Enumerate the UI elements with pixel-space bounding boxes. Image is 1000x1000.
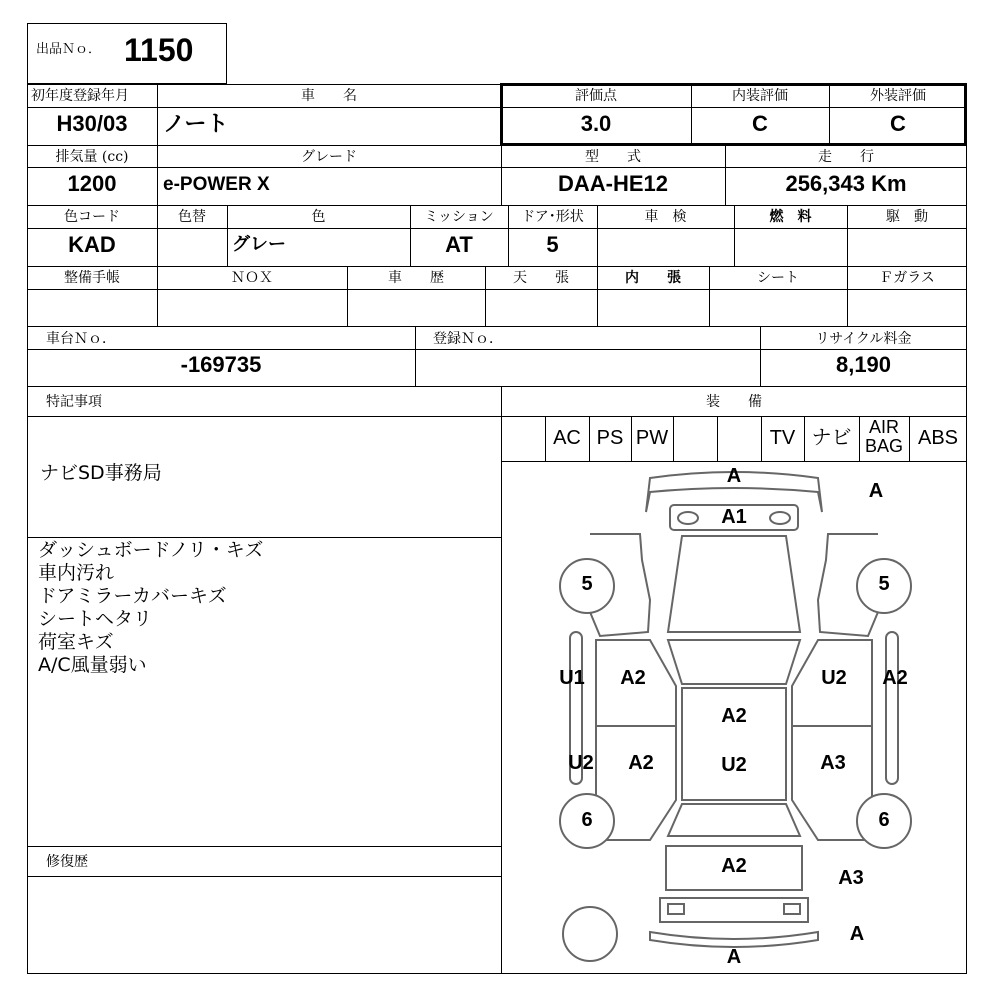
interior-grade-value: C [752, 111, 768, 136]
score-label: 評価点 [575, 88, 617, 104]
equipment-abs: ABS [917, 427, 959, 449]
spare-tire [562, 906, 618, 962]
vehicle-history-label: 車 歴 [388, 270, 444, 286]
cond-front-bumper: A1 [721, 506, 747, 528]
cond-tire-front-right: 5 [878, 573, 890, 595]
rule [27, 266, 967, 267]
color-code-label: 色コード [64, 209, 120, 225]
note-line: A/C風量弱い [38, 654, 147, 676]
car-name-label: 車 名 [301, 88, 357, 104]
equipment-airbag: AIR BAG [864, 417, 903, 456]
mileage-label: 走 行 [818, 149, 874, 165]
registration-number-label: 登録Ｎｏ． [433, 331, 503, 347]
interior-grade-label: 内装評価 [732, 88, 788, 104]
rule [27, 167, 967, 168]
cond-rear-right: A3 [838, 867, 864, 889]
mission-label: ミッション [424, 209, 494, 225]
interior-trim-label: 内 張 [625, 270, 681, 286]
mission-value: AT [445, 232, 473, 257]
mileage-value: 256,343 Km [785, 171, 907, 196]
front-glass-label: Ｆガラス [879, 270, 935, 286]
special-note-line: ナビSD事務局 [40, 462, 162, 484]
cond-tire-rear-left: 6 [581, 809, 593, 831]
notes-list [38, 539, 263, 677]
car-name-value: ノート [163, 111, 229, 136]
rule [27, 326, 967, 327]
cond-left-front-door: A2 [620, 667, 646, 689]
equipment-tv: TV [769, 427, 796, 449]
seat-label: シート [757, 270, 799, 286]
rule [27, 846, 502, 847]
cond-left-rear-pillar: U2 [568, 752, 594, 774]
rule [27, 205, 967, 206]
note-line: 車内汚れ [38, 562, 115, 584]
cond-rear-bumper-right: A [849, 923, 865, 945]
equipment-label: 装 備 [706, 394, 762, 410]
cond-right-front-pillar: U2 [821, 667, 847, 689]
chassis-number-label: 車台Ｎｏ． [46, 331, 116, 347]
inspection-label: 車 検 [644, 209, 687, 225]
cond-roof: A2 [721, 705, 747, 727]
lot-number-label: 出品Ｎｏ． [36, 42, 102, 57]
rule [27, 416, 967, 417]
cond-left-front-pillar: U1 [559, 667, 585, 689]
equipment-ac: AC [553, 427, 581, 449]
door-shape-label: ドア･形状 [521, 209, 584, 225]
cond-rear: A [726, 946, 742, 968]
door-shape-value: 5 [546, 232, 559, 257]
fuel-label: 燃 料 [769, 209, 812, 225]
equipment-navi: ナビ [811, 427, 852, 449]
recycle-fee-label: リサイクル料金 [815, 331, 912, 347]
maintenance-record-label: 整備手帳 [64, 270, 120, 286]
rule [27, 876, 502, 877]
cond-roof-rear: U2 [721, 754, 747, 776]
cond-left-rear-door: A2 [628, 752, 654, 774]
lot-number: 1150 [124, 32, 194, 68]
color-value: グレー [232, 234, 286, 255]
cond-front: A [726, 465, 742, 487]
recycle-fee-value: 8,190 [835, 352, 892, 377]
equipment-ps: PS [596, 427, 624, 449]
note-line: シートヘタリ [38, 608, 153, 630]
model-value: DAA-HE12 [557, 171, 669, 196]
repair-history-label: 修復歴 [46, 854, 88, 870]
nox-label: ＮＯＸ [231, 270, 273, 286]
first-registration-label: 初年度登録年月 [31, 88, 129, 104]
note-line: ドアミラーカバーキズ [38, 585, 227, 607]
cond-trunk: A2 [721, 855, 747, 877]
note-line: ダッシュボードノリ・キズ [38, 539, 264, 561]
drive-label: 駆 動 [886, 209, 928, 225]
model-label: 型 式 [585, 149, 641, 165]
first-registration-value: H30/03 [56, 111, 128, 136]
rule [415, 326, 416, 386]
displacement-value: 1200 [67, 171, 117, 196]
special-notes-label: 特記事項 [46, 394, 102, 410]
color-code-value: KAD [68, 232, 116, 257]
score-value: 3.0 [580, 111, 612, 136]
cond-right-front-door: A2 [882, 667, 908, 689]
rule [717, 416, 718, 461]
cond-right-rear-door: A3 [820, 752, 846, 774]
roof-lining-label: 天 張 [513, 270, 569, 286]
grade-label: グレード [301, 149, 357, 165]
exterior-grade-value: C [890, 111, 906, 136]
rule [501, 461, 967, 462]
color-change-label: 色替 [178, 209, 206, 225]
cond-front-right: A [868, 480, 884, 502]
rule [673, 416, 674, 461]
exterior-grade-label: 外装評価 [870, 88, 926, 104]
color-label: 色 [311, 209, 326, 225]
rule [501, 386, 502, 974]
grade-value: e-POWER X [163, 174, 270, 195]
cond-tire-rear-right: 6 [878, 809, 890, 831]
rule [27, 537, 502, 538]
cond-tire-front-left: 5 [581, 573, 593, 595]
rule [27, 289, 967, 290]
equipment-pw: PW [635, 427, 669, 449]
rule [27, 228, 967, 229]
note-line: 荷室キズ [38, 631, 114, 653]
displacement-label: 排気量 (cc) [55, 149, 129, 165]
chassis-number-value: -169735 [180, 352, 262, 377]
rule [27, 349, 967, 350]
rule [27, 386, 967, 387]
